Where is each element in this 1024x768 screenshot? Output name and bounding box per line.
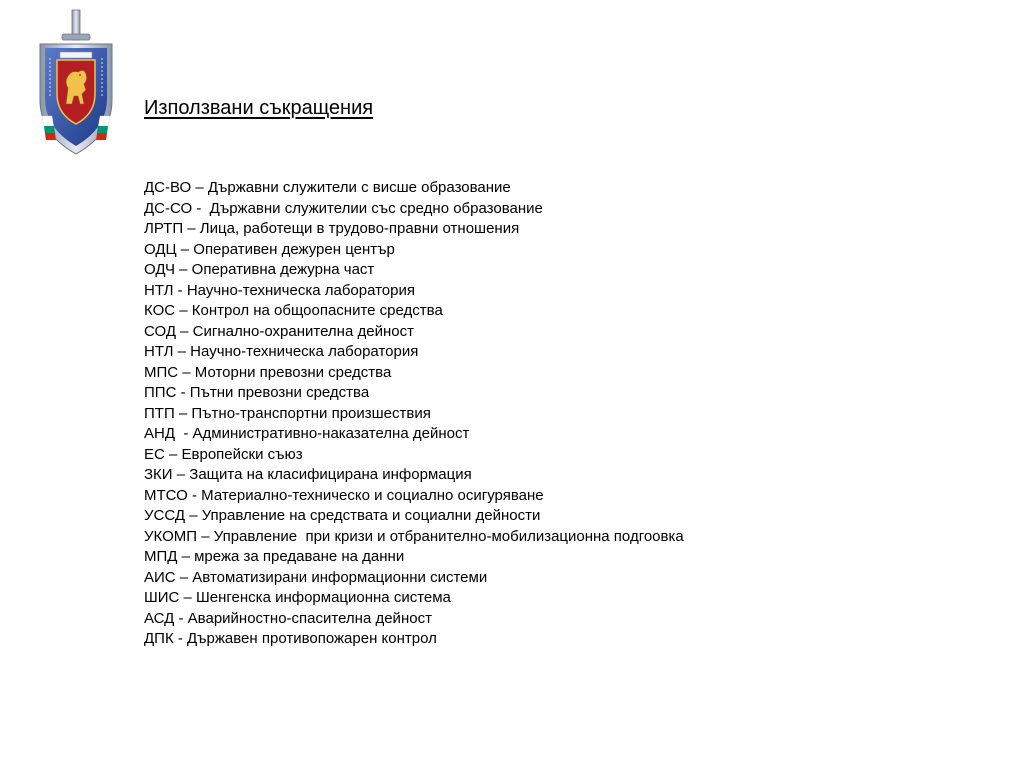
page-title: Използвани съкращения xyxy=(144,97,374,119)
list-item: КОС – Контрол на общоопасните средства xyxy=(144,302,443,319)
list-item: ШИС – Шенгенска информационна система xyxy=(144,589,451,606)
police-emblem-icon xyxy=(30,8,122,156)
list-item: НТЛ – Научно-техническа лаборатория xyxy=(144,343,419,360)
list-item: ДПК - Държавен противопожарен контрол xyxy=(144,630,437,647)
list-item: УССД – Управление на средствата и социални дейности xyxy=(144,507,541,524)
list-item: СОД – Сигнално-охранителна дейност xyxy=(144,322,414,340)
list-item: АИС – Автоматизирани информационни системи xyxy=(144,568,488,586)
list-item: АНД - Административно-наказателна дейност xyxy=(144,425,470,442)
list-item: МТСО - Материално-техническо и социално осигуряване xyxy=(144,486,544,504)
abbreviation-list xyxy=(144,178,684,650)
list-item: ДС-ВО – Държавни служители с висше образование xyxy=(144,179,511,196)
list-item: ЛРТП – Лица, работещи в трудово-правни отношения xyxy=(144,220,520,237)
list-item: ОДЦ – Оперативен дежурен център xyxy=(144,240,395,258)
list-item: ППС - Пътни превозни средства xyxy=(144,384,370,401)
list-item: ПТП – Пътно-транспортни произшествия xyxy=(144,404,431,422)
list-item: МПД – мрежа за предаване на данни xyxy=(144,548,405,565)
list-item: ОДЧ – Оперативна дежурна част xyxy=(144,261,375,278)
list-item: УКОМП – Управление при кризи и отбранително-мобилизационна подгоовка xyxy=(144,527,684,545)
list-item: ЗКИ – Защита на класифицирана информация xyxy=(144,466,472,483)
list-item: НТЛ - Научно-техническа лаборатория xyxy=(144,281,415,299)
list-item: ДС-СО - Държавни служителии със средно образование xyxy=(144,199,543,217)
list-item: МПС – Моторни превозни средства xyxy=(144,363,392,381)
list-item: ЕС – Европейски съюз xyxy=(144,445,303,463)
list-item: АСД - Аварийностно-спасителна дейност xyxy=(144,609,432,627)
